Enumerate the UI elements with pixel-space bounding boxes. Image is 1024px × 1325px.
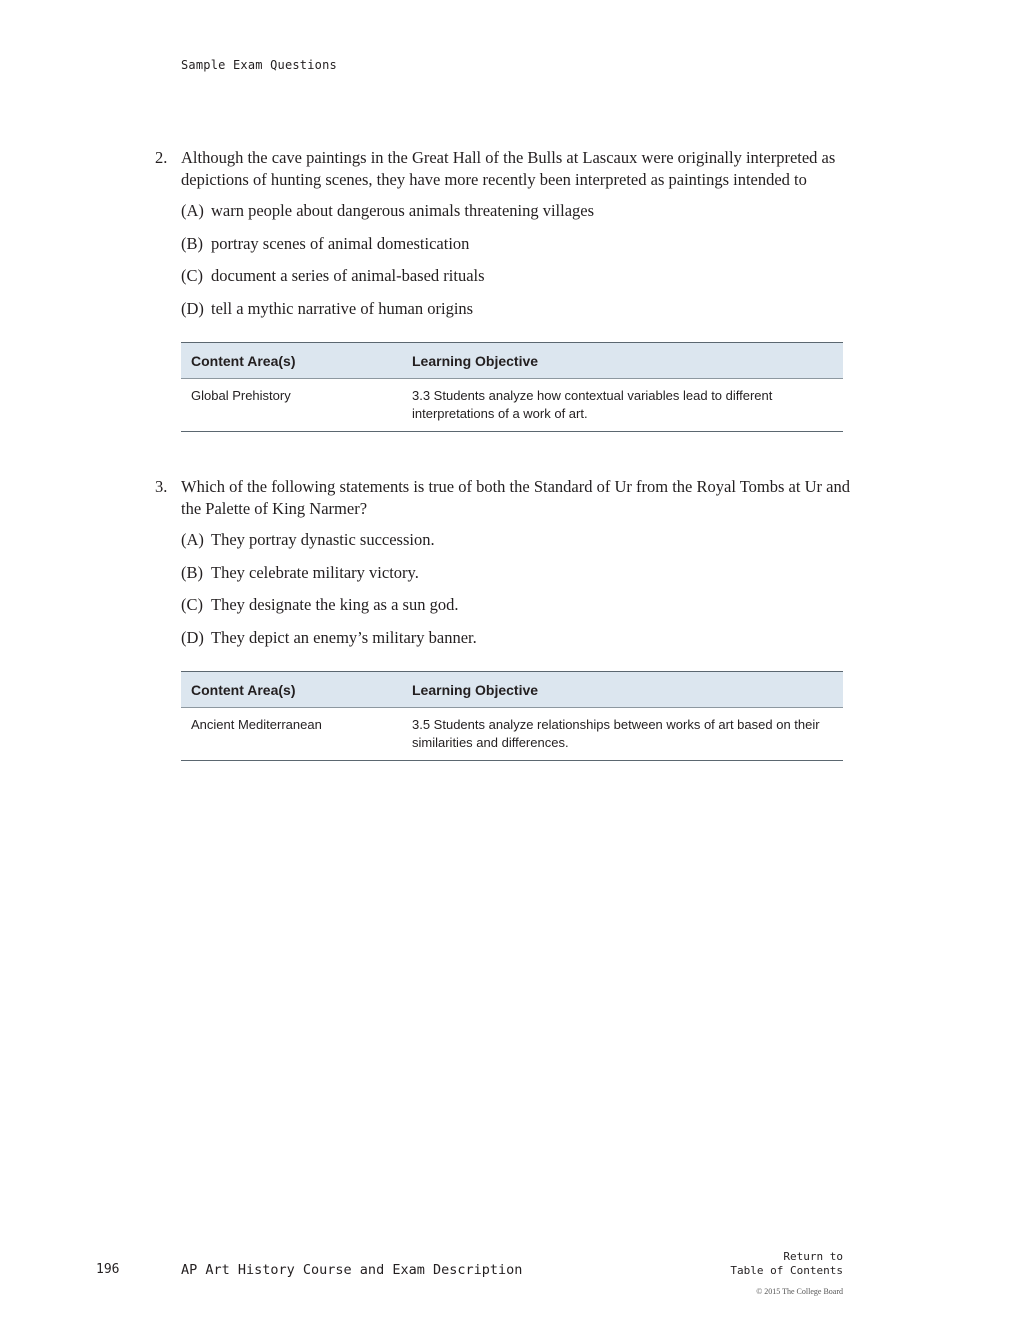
choice-letter: (D) xyxy=(181,298,204,318)
content-area-header: Content Area(s) xyxy=(181,672,402,708)
answer-choice-d xyxy=(181,298,855,320)
choice-letter: (A) xyxy=(181,201,204,220)
choice-text: tell a mythic narrative of human origins xyxy=(211,298,474,318)
return-to-toc-link[interactable] xyxy=(730,1250,843,1278)
choice-text: warn people about dangerous animals threatening villages xyxy=(211,201,595,220)
learning-objective-cell: 3.5 Students analyze relationships between works of art based on their similarities and differences. xyxy=(402,708,843,761)
document-title: AP Art History Course and Exam Description xyxy=(181,1262,523,1278)
question-2 xyxy=(155,147,855,320)
table-header-row xyxy=(181,343,843,379)
choice-text: portray scenes of animal domestication xyxy=(211,233,470,253)
question-stem xyxy=(155,147,855,191)
answer-choice-c xyxy=(181,594,855,616)
learning-objective-cell: 3.3 Students analyze how contextual variables lead to different interpretations of a work of art. xyxy=(402,379,843,432)
table-row xyxy=(181,708,843,761)
running-head: Sample Exam Questions xyxy=(181,58,337,72)
content-area-header: Content Area(s) xyxy=(181,343,402,379)
choice-letter: (D) xyxy=(181,627,204,647)
question-number: 2. xyxy=(155,148,168,167)
copyright-notice: © 2015 The College Board xyxy=(756,1287,843,1296)
choice-letter: (B) xyxy=(181,233,203,253)
choice-letter: (C) xyxy=(181,595,203,614)
answer-choice-a xyxy=(181,529,855,551)
choice-text: They designate the king as a sun god. xyxy=(211,595,459,614)
choice-letter: (B) xyxy=(181,562,203,582)
content-area-cell: Ancient Mediterranean xyxy=(181,708,402,761)
learning-objective-header: Learning Objective xyxy=(402,672,843,708)
learning-objective-table-q3 xyxy=(181,671,843,761)
question-3 xyxy=(155,476,855,649)
question-text: Although the cave paintings in the Great Hall of the Bulls at Lascaux were originally interpreted as depictions of hunting scenes, they have more recently been interpreted as paintings intended to xyxy=(181,148,836,189)
choice-text: They depict an enemy’s military banner. xyxy=(211,627,477,647)
toc-link-line1: Return to xyxy=(783,1250,843,1263)
choice-text: They celebrate military victory. xyxy=(211,562,419,582)
answer-choice-b xyxy=(181,562,855,584)
choice-letter: (C) xyxy=(181,266,203,285)
choice-letter: (A) xyxy=(181,530,204,549)
page-number: 196 xyxy=(96,1262,120,1277)
answer-choice-a xyxy=(181,200,855,222)
table-row xyxy=(181,379,843,432)
learning-objective-header: Learning Objective xyxy=(402,343,843,379)
choice-text: document a series of animal-based rituals xyxy=(211,266,485,285)
question-text: Which of the following statements is true of both the Standard of Ur from the Royal Tombs at Ur and the Palette of King Narmer? xyxy=(181,477,850,518)
learning-objective-table-q2 xyxy=(181,342,843,432)
content-area-cell: Global Prehistory xyxy=(181,379,402,432)
question-stem xyxy=(155,476,855,520)
toc-link-line2: Table of Contents xyxy=(730,1264,843,1277)
table-header-row xyxy=(181,672,843,708)
answer-choice-c xyxy=(181,265,855,287)
answer-choice-b xyxy=(181,233,855,255)
answer-choice-d xyxy=(181,627,855,649)
question-number: 3. xyxy=(155,477,168,496)
choice-text: They portray dynastic succession. xyxy=(211,530,435,549)
